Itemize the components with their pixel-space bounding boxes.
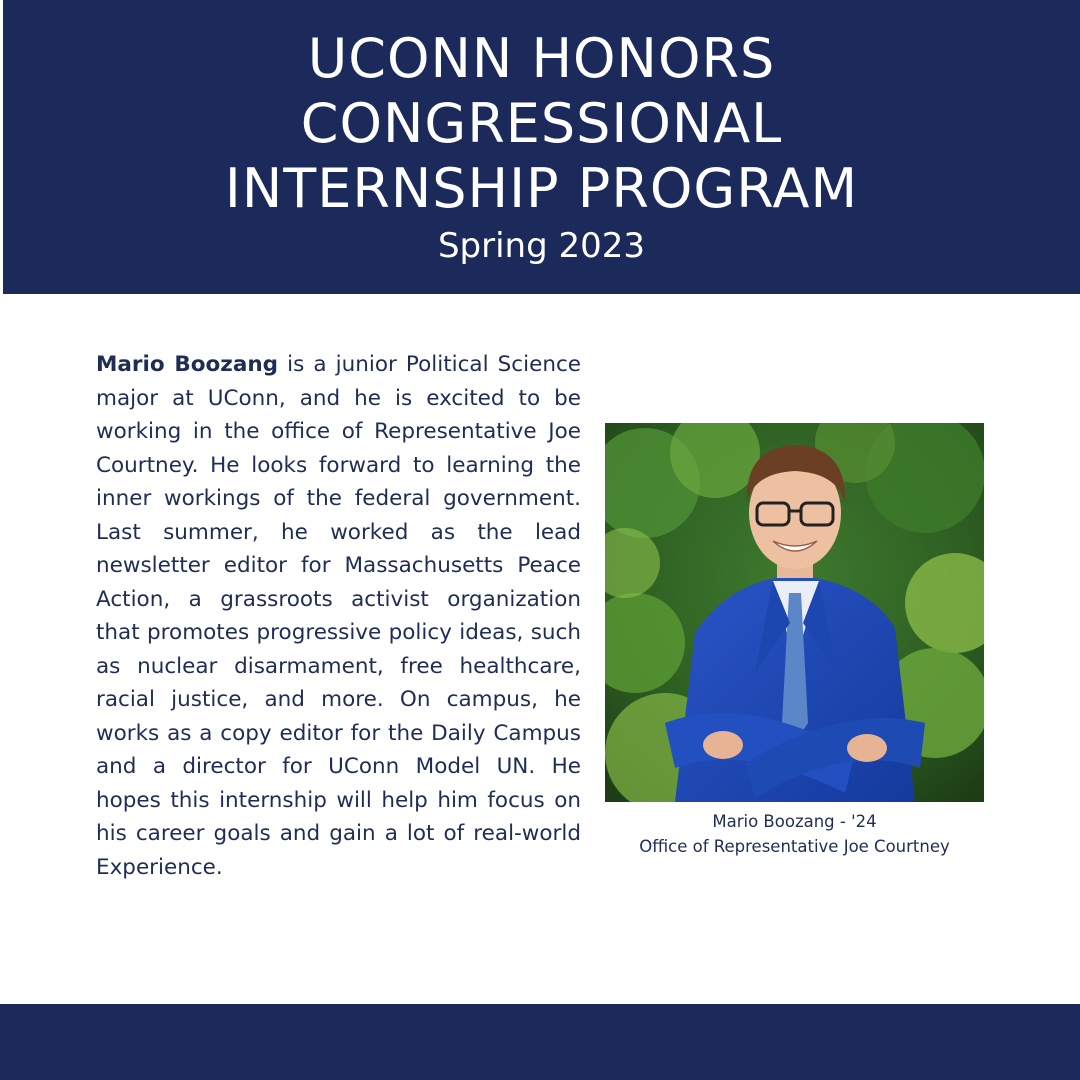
title-line-2: CONGRESSIONAL [300, 92, 783, 155]
bio-paragraph [96, 348, 581, 884]
caption-office: Office of Representative Joe Courtney [639, 837, 950, 856]
program-title [3, 26, 1080, 221]
photo-caption [600, 809, 989, 859]
title-line-3: INTERNSHIP PROGRAM [224, 157, 859, 220]
footer-bar [0, 1004, 1080, 1080]
header-banner [3, 0, 1080, 294]
bio-name: Mario Boozang [96, 352, 279, 377]
title-line-1: UCONN HONORS [307, 27, 776, 90]
semester-subtitle: Spring 2023 [437, 226, 646, 266]
bio-text: is a junior Political Science major at UConn, and he is excited to be working in the office of Representative Joe Courtney. He looks forward to learning the inner workings of the federal government. Last summer, he worked as the lead newsletter editor for Massachusetts Peace Action, a grassroots activist organization that promotes progressive policy ideas, such as nuclear disarmament, free healthcare, racial justice, and more. On campus, he works as a copy editor for the Daily Campus and a director for UConn Model UN. He hopes this internship will help him focus on his career goals and gain a lot of real-world Experience. [96, 352, 581, 880]
portrait-photo [605, 423, 984, 802]
caption-name: Mario Boozang - '24 [712, 812, 877, 831]
